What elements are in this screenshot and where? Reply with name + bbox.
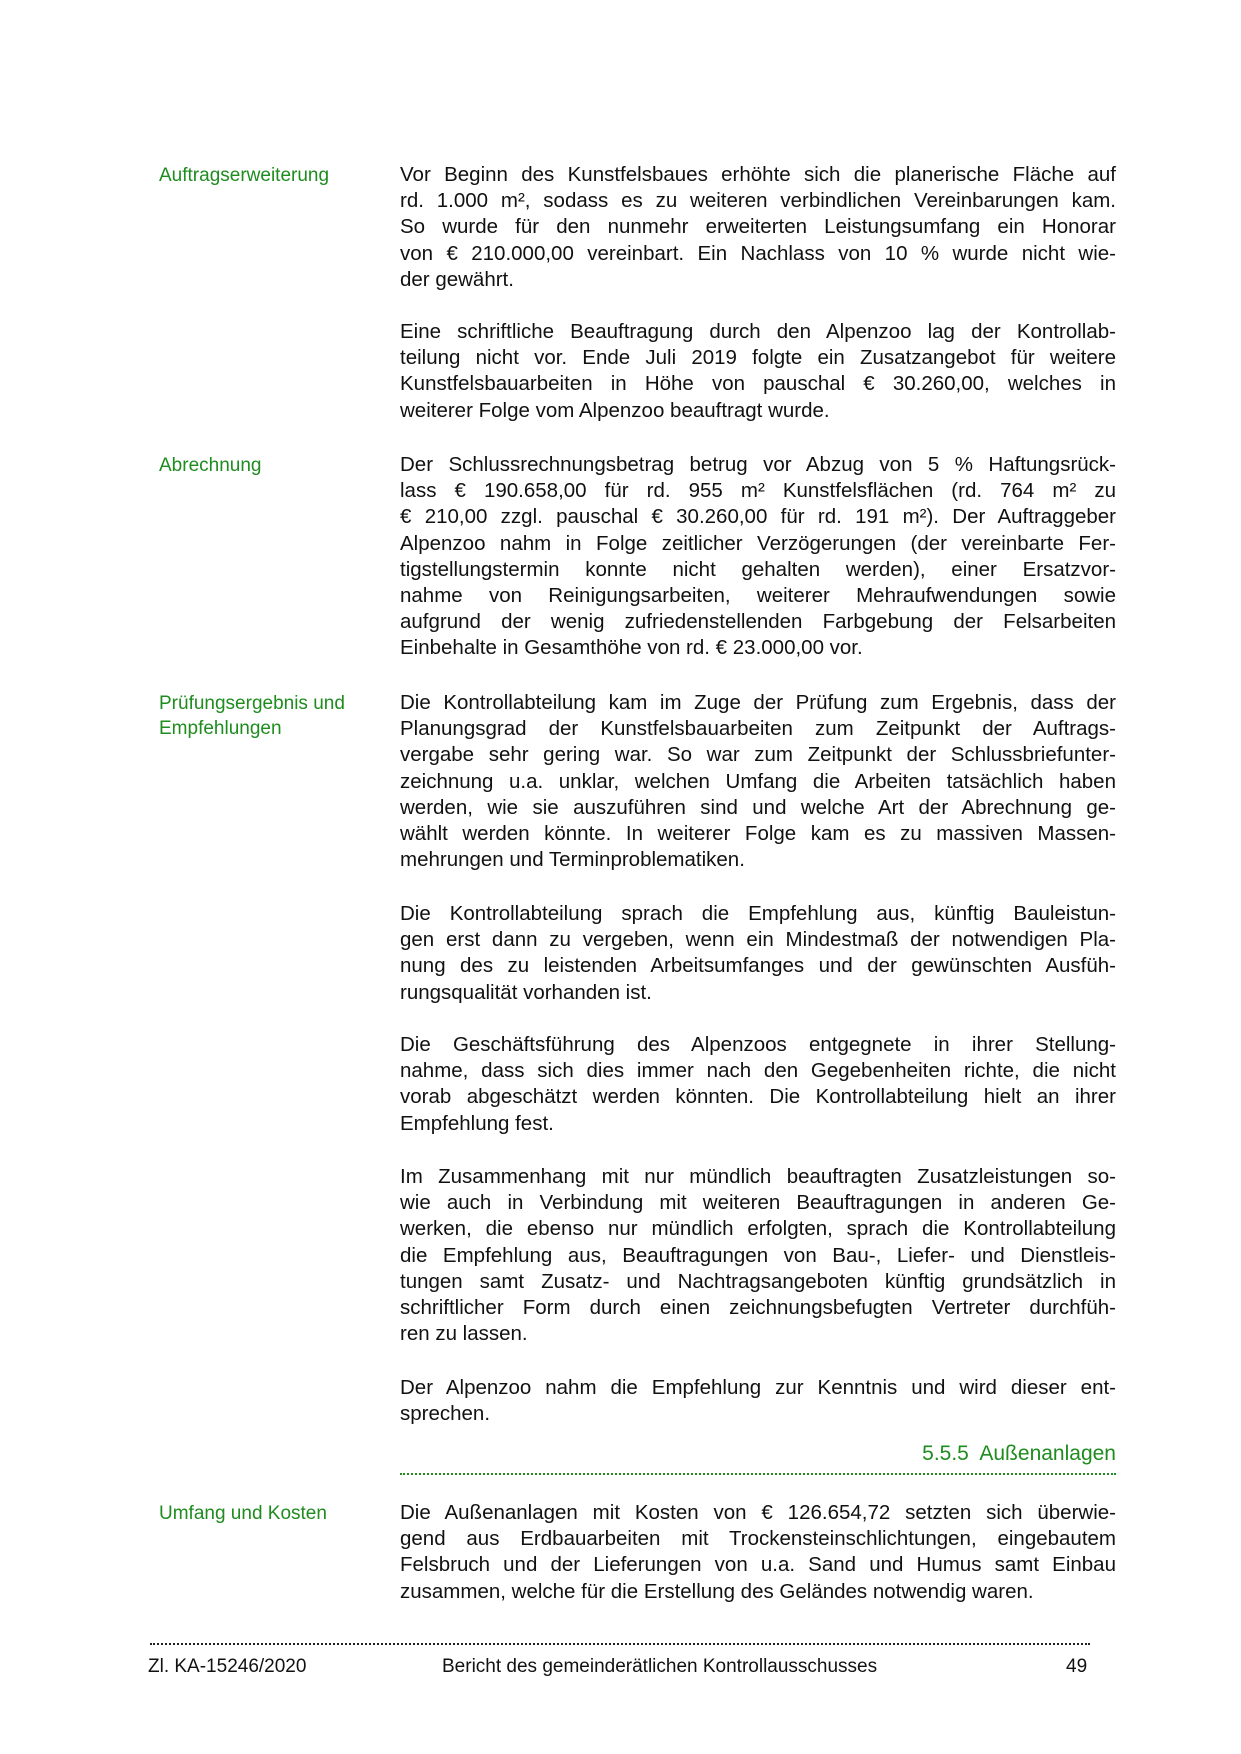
- paragraph-line: zusammen, welche für die Erstellung des Geländes notwendig waren.: [400, 1579, 1034, 1603]
- paragraph-line: zeichnung u.a. unklar, welchen Umfang die Arbeiten tatsächlich haben: [400, 769, 1116, 793]
- body-paragraph: [400, 690, 1116, 873]
- margin-label: [159, 163, 379, 188]
- paragraph-line: Planungsgrad der Kunstfelsbauarbeiten zum Zeitpunkt der Auftrags-: [400, 717, 1116, 741]
- paragraph-line: gen erst dann zu vergeben, wenn ein Mindestmaß der notwendigen Pla-: [400, 928, 1116, 952]
- margin-label-line: Abrechnung: [159, 455, 262, 476]
- body-paragraph: [400, 1500, 1116, 1605]
- body-paragraph: [400, 1032, 1116, 1137]
- paragraph-line: wie auch in Verbindung mit weiteren Beauftragungen in anderen Ge-: [400, 1191, 1116, 1215]
- margin-label-line: Umfang und Kosten: [159, 1503, 327, 1524]
- paragraph-line: So wurde für den nunmehr erweiterten Leistungsumfang ein Honorar: [400, 215, 1116, 239]
- paragraph-line: rd. 1.000 m², sodass es zu weiteren verbindlichen Vereinbarungen kam.: [400, 189, 1116, 213]
- paragraph-line: Kunstfelsbauarbeiten in Höhe von pauschal € 30.260,00, welches in: [400, 372, 1116, 396]
- paragraph-line: Die Kontrollabteilung kam im Zuge der Prüfung zum Ergebnis, dass der: [400, 691, 1116, 714]
- paragraph-line: Alpenzoo nahm in Folge zeitlicher Verzögerungen (der vereinbarte Fer-: [400, 531, 1116, 555]
- margin-label-line: Empfehlungen: [159, 718, 282, 739]
- paragraph-line: Der Schlussrechnungsbetrag betrug vor Abzug von 5 % Haftungsrück-: [400, 453, 1116, 476]
- paragraph-line: Im Zusammenhang mit nur mündlich beauftragten Zusatzleistungen so-: [400, 1165, 1116, 1188]
- paragraph-line: Der Alpenzoo nahm die Empfehlung zur Kenntnis und wird dieser ent-: [400, 1376, 1116, 1399]
- paragraph-line: teilung nicht vor. Ende Juli 2019 folgte ein Zusatzangebot für weitere: [400, 346, 1116, 370]
- paragraph-line: Eine schriftliche Beauftragung durch den Alpenzoo lag der Kontrollab-: [400, 320, 1116, 343]
- margin-label-line: Prüfungsergebnis und: [159, 693, 345, 714]
- paragraph-line: wählt werden könnte. In weiterer Folge kam es zu massiven Massen-: [400, 822, 1116, 846]
- paragraph-line: der gewährt.: [400, 267, 514, 291]
- paragraph-line: ren zu lassen.: [400, 1322, 528, 1346]
- paragraph-line: € 210,00 zzgl. pauschal € 30.260,00 für rd. 191 m²). Der Auftraggeber: [400, 505, 1116, 529]
- paragraph-line: werken, die ebenso nur mündlich erfolgten, sprach die Kontrollabteilung: [400, 1217, 1116, 1241]
- footer-divider: [150, 1643, 1090, 1645]
- paragraph-line: Felsbruch und der Lieferungen von u.a. Sand und Humus samt Einbau: [400, 1553, 1116, 1577]
- paragraph-line: Die Kontrollabteilung sprach die Empfehlung aus, künftig Bauleistun-: [400, 902, 1116, 925]
- paragraph-line: Die Geschäftsführung des Alpenzoos entgegnete in ihrer Stellung-: [400, 1033, 1116, 1056]
- paragraph-line: weiterer Folge vom Alpenzoo beauftragt wurde.: [400, 398, 830, 422]
- footer-title: Bericht des gemeinderätlichen Kontrollausschusses: [442, 1656, 878, 1677]
- margin-label-line: Auftragserweiterung: [159, 165, 330, 186]
- paragraph-line: rungsqualität vorhanden ist.: [400, 980, 652, 1004]
- paragraph-line: sprechen.: [400, 1402, 491, 1426]
- paragraph-line: Vor Beginn des Kunstfelsbaues erhöhte sich die planerische Fläche auf: [400, 163, 1116, 186]
- paragraph-line: die Empfehlung aus, Beauftragungen von Bau-, Liefer- und Dienstleis-: [400, 1243, 1116, 1267]
- paragraph-line: schriftlicher Form durch einen zeichnungsbefugten Vertreter durchfüh-: [400, 1296, 1116, 1320]
- margin-label: [159, 1501, 379, 1526]
- page-number: 49: [1066, 1656, 1088, 1677]
- paragraph-line: mehrungen und Terminproblematiken.: [400, 848, 745, 872]
- margin-label: [159, 453, 379, 478]
- paragraph-line: vergabe sehr gering war. So war zum Zeitpunkt der Schlussbriefunter-: [400, 743, 1116, 767]
- paragraph-line: lass € 190.658,00 für rd. 955 m² Kunstfelsflächen (rd. 764 m² zu: [400, 479, 1116, 503]
- margin-label: [159, 691, 379, 741]
- body-paragraph: [400, 162, 1116, 293]
- paragraph-line: Die Außenanlagen mit Kosten von € 126.654,72 setzten sich überwie-: [400, 1501, 1116, 1524]
- section-heading: 5.5.5 Außenanlagen: [922, 1442, 1116, 1465]
- body-paragraph: [400, 452, 1116, 662]
- body-paragraph: [400, 1164, 1116, 1347]
- paragraph-line: nung des zu leistenden Arbeitsumfanges und der gewünschten Ausfüh-: [400, 954, 1116, 978]
- body-paragraph: [400, 901, 1116, 1006]
- paragraph-line: aufgrund der wenig zufriedenstellenden Farbgebung der Felsarbeiten: [400, 610, 1116, 634]
- paragraph-line: tigstellungstermin konnte nicht gehalten werden), einer Ersatzvor-: [400, 557, 1116, 581]
- paragraph-line: Empfehlung fest.: [400, 1111, 554, 1135]
- footer-reference: Zl. KA-15246/2020: [148, 1656, 307, 1677]
- paragraph-line: gend aus Erdbauarbeiten mit Trockensteinschlichtungen, eingebautem: [400, 1527, 1116, 1551]
- paragraph-line: nahme, dass sich dies immer nach den Gegebenheiten richte, die nicht: [400, 1059, 1116, 1083]
- paragraph-line: vorab abgeschätzt werden könnten. Die Kontrollabteilung hielt an ihrer: [400, 1085, 1116, 1109]
- paragraph-line: werden, wie sie auszuführen sind und welche Art der Abrechnung ge-: [400, 795, 1116, 819]
- paragraph-line: nahme von Reinigungsarbeiten, weiterer Mehraufwendungen sowie: [400, 584, 1116, 608]
- paragraph-line: tungen samt Zusatz- und Nachtragsangeboten künftig grundsätzlich in: [400, 1269, 1116, 1293]
- heading-divider: [400, 1473, 1116, 1475]
- paragraph-line: von € 210.000,00 vereinbart. Ein Nachlass von 10 % wurde nicht wie-: [400, 241, 1116, 265]
- body-paragraph: [400, 319, 1116, 424]
- body-paragraph: [400, 1375, 1116, 1427]
- paragraph-line: Einbehalte in Gesamthöhe von rd. € 23.000,00 vor.: [400, 636, 863, 660]
